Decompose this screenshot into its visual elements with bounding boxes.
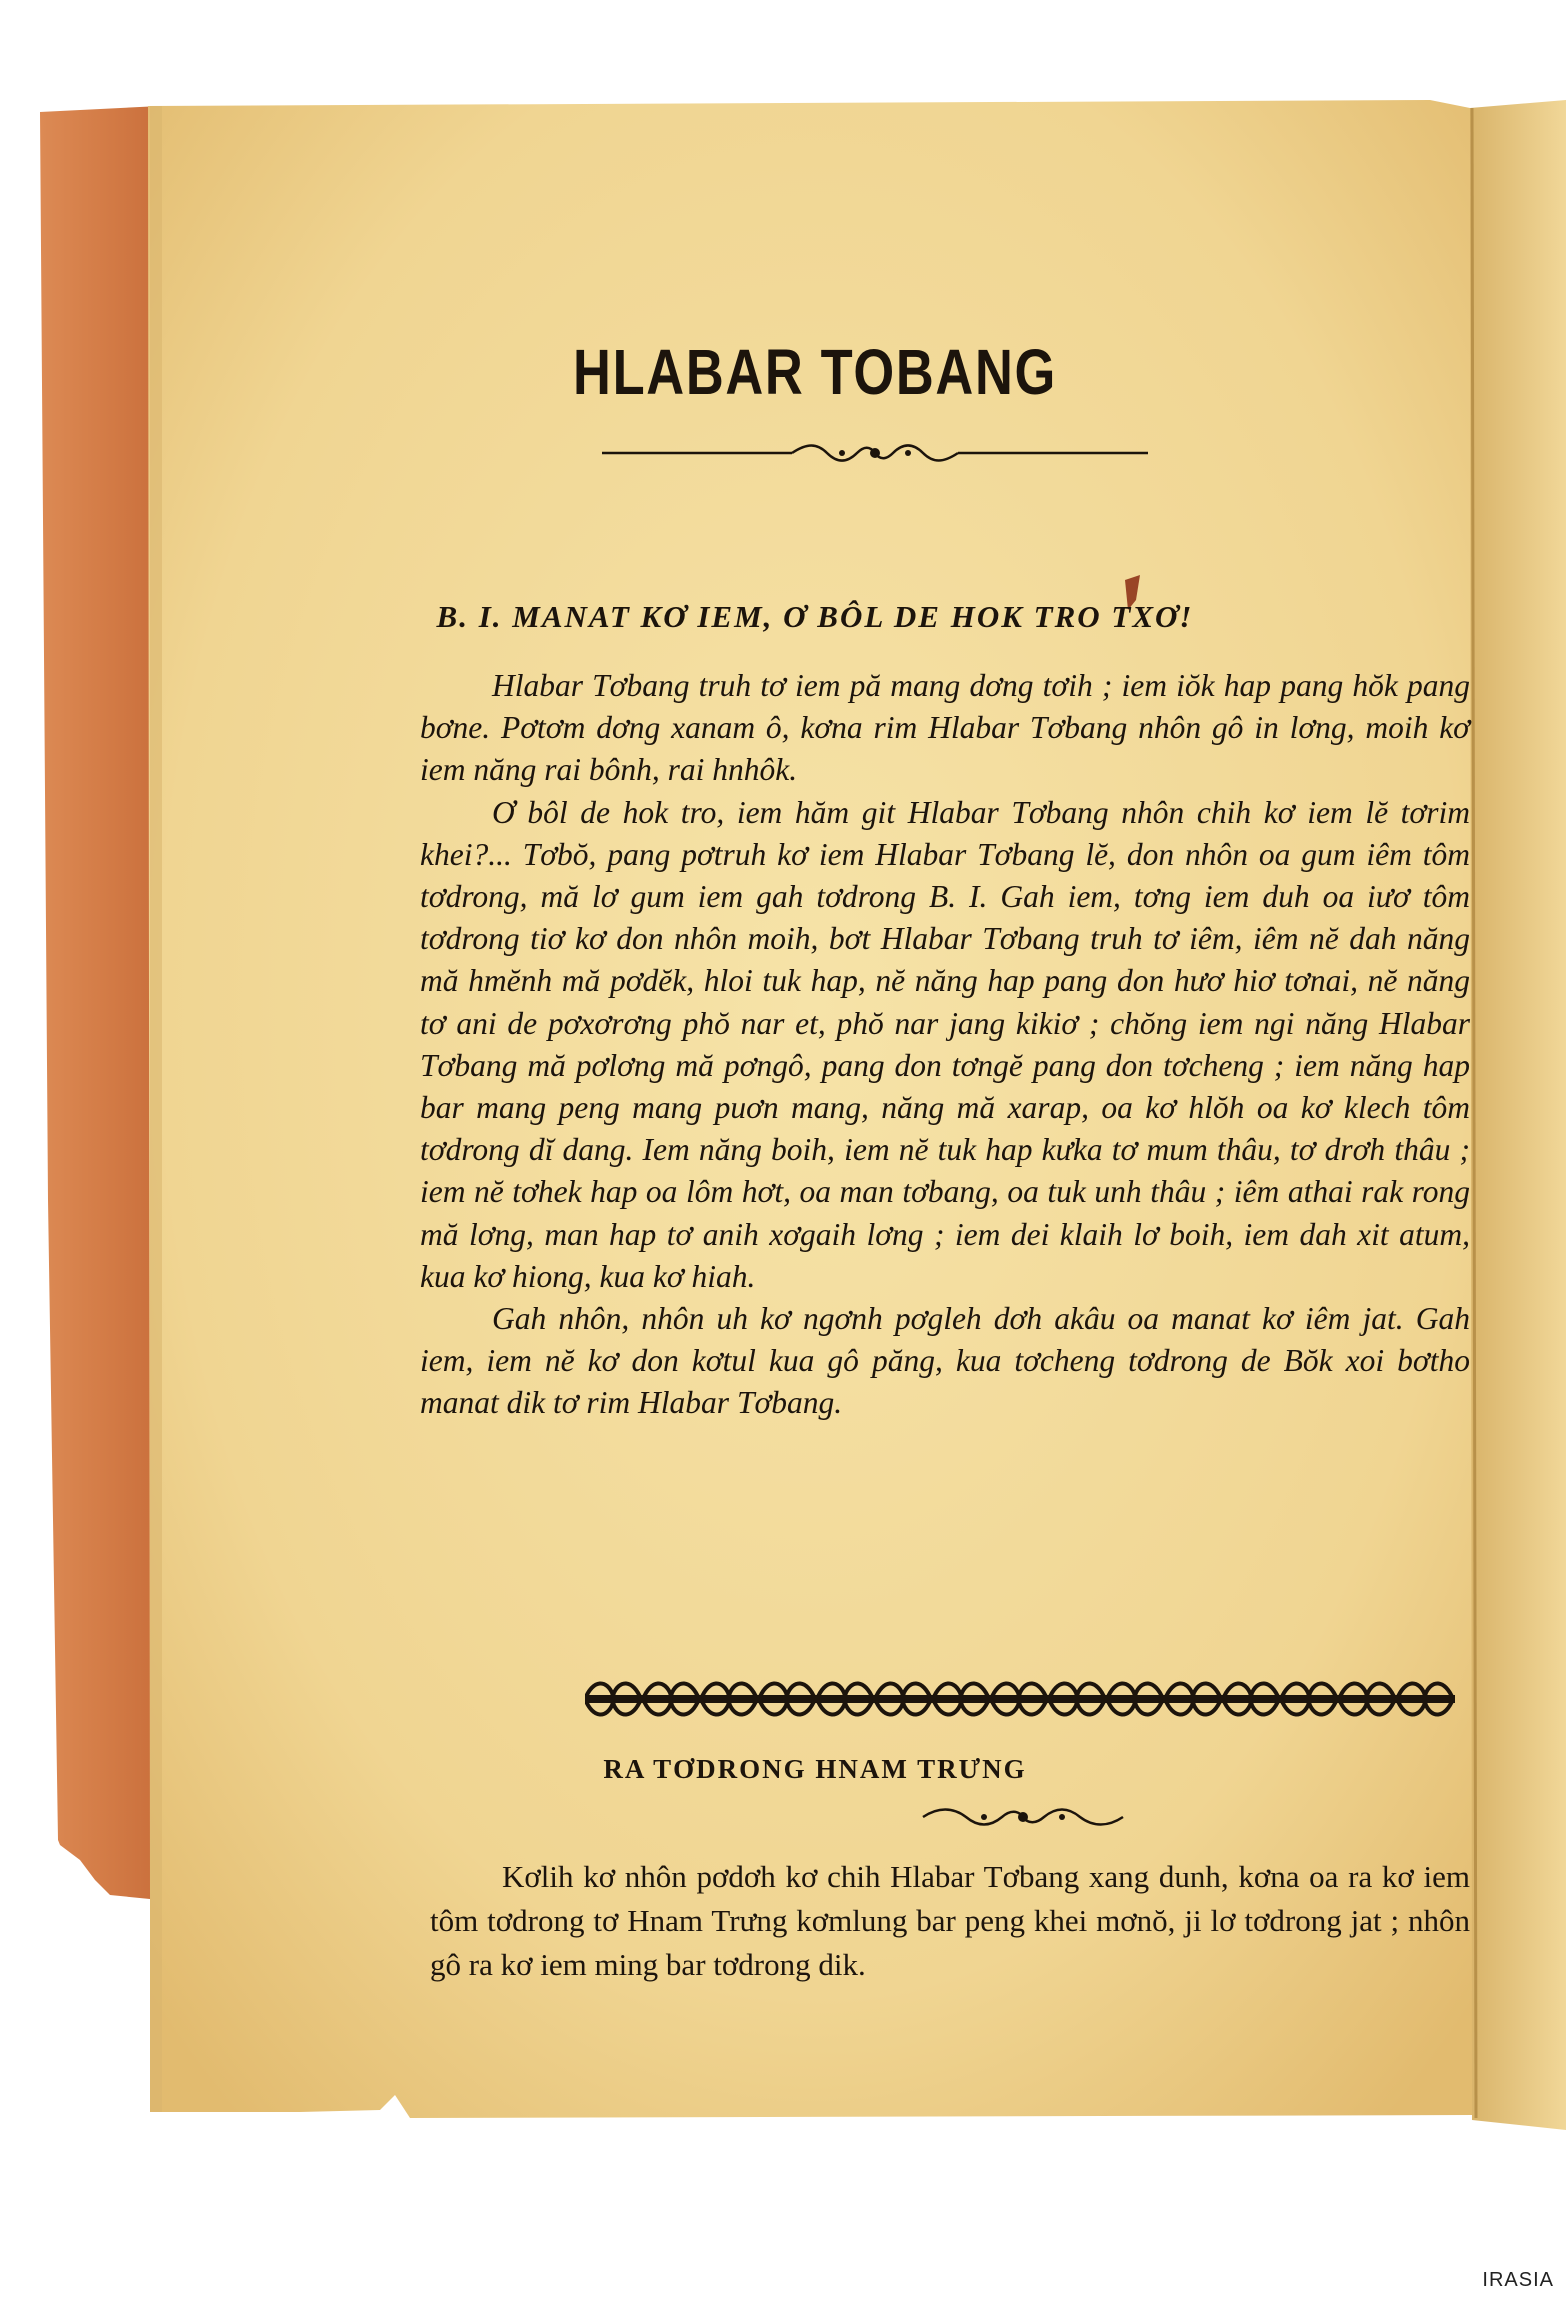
section-heading: RA TƠDRONG HNAM TRƯNG [603, 1754, 1027, 1784]
closing-paragraph: Kơlih kơ nhôn pơdơh kơ chih Hlabar Tơbang xang dunh, kơna oa ra kơ iem tôm tơdrong tơ Hnam Trưng kơmlung bar peng khei mơnŏ, ji lơ tơdrong jat ; nhôn gô ra kơ iem ming bar tơdrong dik. [430, 1859, 1470, 1982]
document-page [150, 105, 1480, 2125]
paragraph-2: Ơ bôl de hok tro, iem hăm git Hlabar Tơbang nhôn chih kơ iem lĕ tơrim khei?... Tơbŏ, pang pơtruh kơ iem Hlabar Tơbang lĕ, don nhôn oa gum iêm tôm tơdrong, mă lơ gum iem gah tơdrong B. I. Gah iem, tơng iem duh oa iươ tôm tơdrong tiơ kơ don nhôn moih, bơt Hlabar Tơbang truh tơ iêm, iêm nĕ dah năng mă hmĕnh mă pơdĕk, hloi tuk hap, nĕ năng hap pang don hươ hiơ tơnai, nĕ năng tơ ani de pơxơrơng phŏ nar et, phŏ nar jang kikiơ ; chŏng iem ngi năng Hlabar Tơbang mă pơlơng mă pơngô, pang don tơngĕ pang don tơcheng ; iem năng hap bar mang peng mang puơn mang, năng mă xarap, oa kơ hlŏh oa kơ klech tôm tơdrong dĭ dang. Iem năng boih, iem nĕ tuk hap kưka tơ mum thâu, tơ drơh thâu ; iem nĕ tơhek hap oa lôm hơt, oa man tơbang, oa tuk unh thâu ; iêm athai rak rong mă lơng, man hap tơ anih xơgaih lơng ; iem dei klaih lơ boih, iem dah xit atum, kua kơ hiong, kua kơ hiah. [420, 794, 1470, 1294]
paragraph-3: Gah nhôn, nhôn uh kơ ngơnh pơgleh dơh akâu oa manat kơ iêm jat. Gah iem, iem nĕ kơ don kơtul kua gô păng, kua tơcheng tơdrong de Bŏk xoi bơtho manat dik tơ rim Hlabar Tơbang. [420, 1301, 1470, 1421]
closing-text [430, 1855, 1470, 1987]
title-rule-ornament [602, 438, 1148, 468]
decorative-ornament-band [585, 1673, 1455, 1725]
body-text [420, 665, 1470, 1425]
document-subheading: B. I. MANAT KƠ IEM, Ơ BÔL DE HOK TRO TXƠ! [436, 599, 1194, 634]
watermark-label: IRASIA [1482, 2269, 1554, 2291]
paragraph-1: Hlabar Tơbang truh tơ iem pă mang dơng tơih ; iem iŏk hap pang hŏk pang bơne. Pơtơm dơng xanam ô, kơna rim Hlabar Tơbang nhôn gô in lơng, moih kơ iem năng rai bônh, rai hnhôk. [420, 668, 1470, 788]
document-title: HLABAR TOBANG [573, 336, 1057, 408]
section-ornament [918, 1803, 1128, 1831]
